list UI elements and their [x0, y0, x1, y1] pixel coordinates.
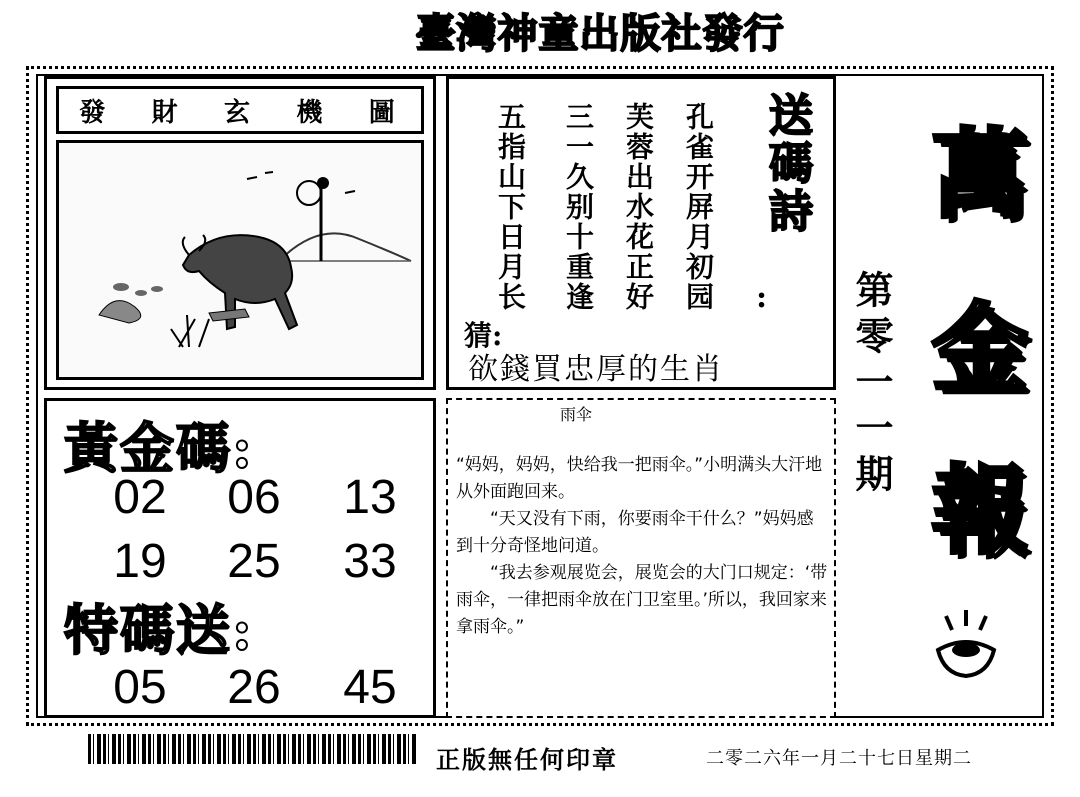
gold-number: 25 [227, 535, 281, 588]
poem-line: 芙蓉出水花正好 [622, 102, 655, 312]
gold-number: 06 [227, 471, 281, 524]
authenticity-notice: 正版無任何印章 [436, 745, 618, 774]
fortune-title-char: 發 [79, 97, 112, 128]
special-numbers-label: 特碼送: [64, 598, 254, 662]
ox-illustration [56, 140, 424, 380]
gold-numbers-label: 黃金碼: [64, 416, 254, 480]
issue-number: 第零一一期 [849, 270, 894, 500]
barcode [88, 734, 418, 764]
poem-line: 孔雀开屏月初园 [682, 102, 715, 312]
masthead-char: 金 [932, 293, 1028, 405]
special-number: 26 [227, 661, 281, 714]
fortune-title-char: 機 [296, 97, 329, 128]
story-paragraph: “妈妈，妈妈，快给我一把雨伞。”小明满头大汗地从外面跑回来。 [456, 455, 823, 502]
gold-number: 02 [113, 471, 167, 524]
guess-text: 欲錢買忠厚的生肖 [468, 352, 724, 387]
issue-date: 二零二六年一月二十七日星期二 [706, 748, 972, 769]
fortune-title-char: 圖 [368, 97, 401, 128]
poem-title: 送碼詩 [761, 92, 812, 236]
poem-line: 五指山下日月长 [494, 102, 527, 312]
masthead-char: 萬 [932, 119, 1028, 231]
special-number: 45 [343, 661, 397, 714]
story-paragraph: “我去参观展览会，展览会的大门口规定：‘带雨伞，一律把雨伞放在门卫室里。’所以，我回家来拿雨伞。” [456, 563, 828, 637]
poem-line: 三一久别十重逢 [562, 102, 595, 312]
story-paragraph: “天又没有下雨，你要雨伞干什么？”妈妈感到十分奇怪地问道。 [456, 509, 814, 556]
fortune-title [56, 86, 424, 134]
gold-number: 33 [343, 535, 397, 588]
special-number: 05 [113, 661, 167, 714]
publisher-title: 臺灣神童出版社發行 [415, 11, 785, 57]
gold-number: 19 [113, 535, 167, 588]
story-title: 雨伞 [560, 405, 593, 424]
fortune-title-char: 玄 [223, 97, 256, 128]
guess-label: 猜: [464, 319, 503, 352]
story-text [456, 452, 830, 641]
masthead-char: 報 [932, 455, 1028, 567]
fortune-title-char: 財 [151, 97, 184, 128]
poem-title-colon: : [756, 280, 768, 315]
gold-number: 13 [343, 471, 397, 524]
gold-ingot-icon [926, 604, 1006, 688]
